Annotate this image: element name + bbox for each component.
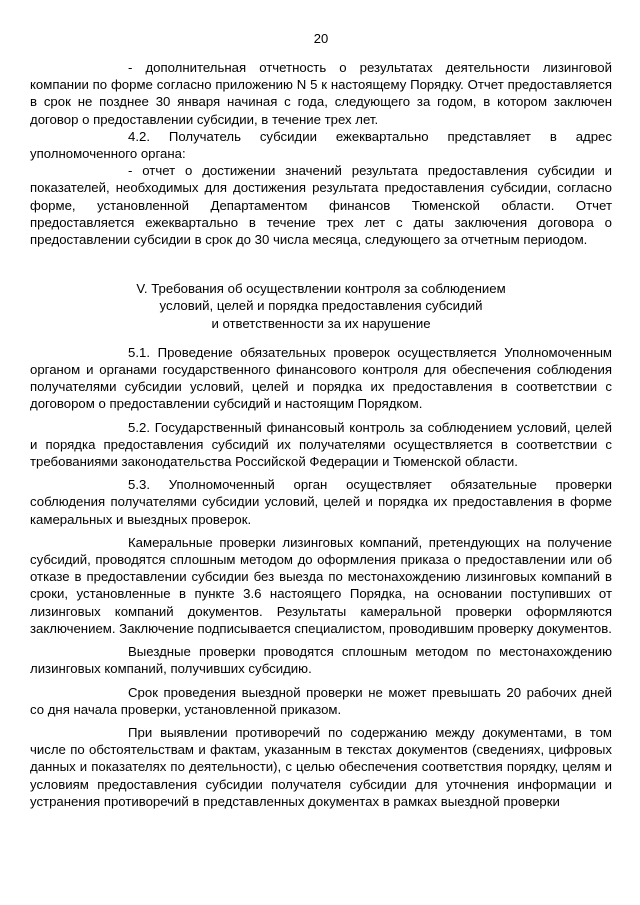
section-heading-line-3: и ответственности за их нарушение <box>211 315 431 331</box>
section-heading-line-2: условий, целей и порядка предоставления субсидий <box>159 298 483 314</box>
paragraph-5-1: 5.1. Проведение обязательных проверок осуществляется Уполномоченным органом и органами государственного финансового контроля для обеспечения соблюдения получателями субсидии условий, целей и порядка их предоставления в соответствии с договором о предоставлении субсидий и настоящим Порядком. <box>30 344 612 412</box>
paragraph-field-audits: Выездные проверки проводятся сплошным методом по местонахождению лизинговых компаний, получивших субсидию. <box>30 644 612 677</box>
section-heading-line-1: V. Требования об осуществлении контроля за соблюдением <box>136 281 506 297</box>
paragraph-5-2: 5.2. Государственный финансовый контроль за соблюдением условий, целей и порядка предоставления субсидий их получателями осуществляется в соответствии с требованиями законодательства Российской Федерации и Тюменской области. <box>30 419 612 470</box>
paragraph-4-2: 4.2. Получатель субсидии ежеквартально представляет в адрес уполномоченного органа: <box>30 128 612 162</box>
paragraph-additional-reporting: - дополнительная отчетность о результатах деятельности лизинговой компании по форме согласно приложению N 5 к настоящему Порядку. Отчет предоставляется в срок не позднее 30 января начиная с года, следующего за годом, в котором заключен договор о предоставлении субсидии, в течение трех лет. <box>30 60 612 127</box>
paragraph-quarterly-report: - отчет о достижении значений результата предоставления субсидии и показателей, необходимых для достижения результата предоставления субсидии, согласно форме, установленной Департаментом финансов Тюменской области. Отчет предоставляется ежеквартально в течение трех лет с даты заключения договора о предоставлении субсидии в срок до 30 числа месяца, следующего за отчетным периодом. <box>30 163 612 248</box>
paragraph-5-3: 5.3. Уполномоченный орган осуществляет обязательные проверки соблюдения получателями субсидии условий, целей и порядка их предоставления в форме камеральных и выездных проверок. <box>30 477 612 527</box>
paragraph-desk-audits: Камеральные проверки лизинговых компаний, претендующих на получение субсидий, проводятся сплошным методом до оформления приказа о предоставлении или об отказе в предоставлении субсидии без выезда по местонахождению лизинговых компаний в сроки, установленные в пункте 3.6 настоящего Порядка, на основании поступивших от лизинговых компаний документов. Результаты камеральной проверки оформляются заключением. Заключение подписывается специалистом, проводившим проверку документов. <box>30 534 612 636</box>
page-number: 20 <box>313 31 329 46</box>
paragraph-contradictions: При выявлении противоречий по содержанию между документами, в том числе по обстоятельствам и фактам, указанным в текстах документов (сведениях, цифровых данных и показателях по деятельности), с целью обеспечения соответствия порядку, целям и условиям предоставления субсидии получателя субсидии для уточнения информации и устранения противоречий в представленных документах в рамках выездной проверки <box>30 724 612 809</box>
section-heading <box>30 280 612 332</box>
paragraph-audit-duration: Срок проведения выездной проверки не может превышать 20 рабочих дней со дня начала проверки, установленной приказом. <box>30 684 612 717</box>
